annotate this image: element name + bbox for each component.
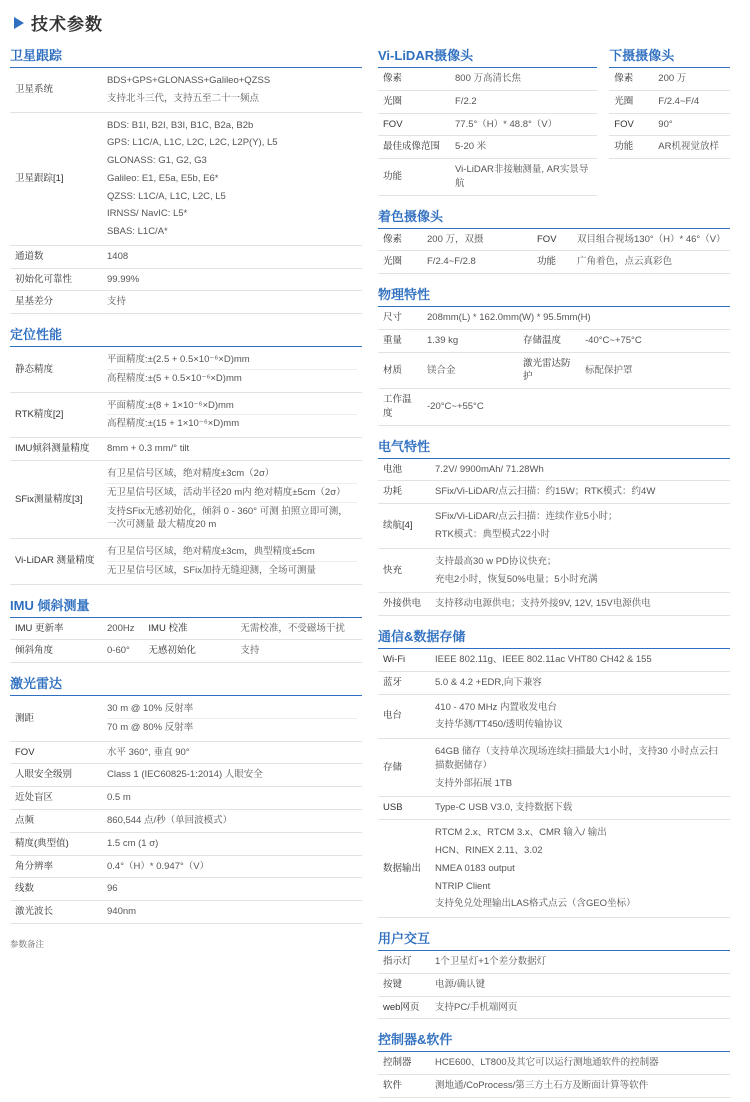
- table-row: [378, 504, 730, 549]
- section-heading-vilidar-camera: Vi-LiDAR摄像头: [378, 48, 474, 63]
- table-row: [378, 90, 597, 113]
- table-communication-storage: [378, 648, 730, 918]
- row-value: F/2.2: [450, 90, 597, 113]
- value-line: 410 - 470 MHz 内置收发电台: [435, 701, 557, 713]
- table-lidar: [10, 695, 362, 924]
- row-value: [102, 68, 362, 113]
- row-label: 存储: [378, 739, 430, 797]
- row-label: 重量: [378, 329, 422, 352]
- row-value: 1.5 cm (1 σ): [102, 832, 362, 855]
- value-line: SFix/Vi-LiDAR/点云扫描：连续作业5小时；: [435, 511, 618, 523]
- row-label: IMU 校准: [143, 617, 235, 640]
- table-row: [10, 901, 362, 924]
- section-heading-color-camera: 着色摄像头: [378, 208, 444, 224]
- value-line: 70 m @ 80% 反射率: [107, 718, 357, 737]
- table-controller-software: [378, 1051, 730, 1098]
- value-line: NTRIP Client: [435, 880, 491, 892]
- row-label: FOV: [378, 113, 450, 136]
- table-row: [378, 649, 730, 672]
- row-label: 像素: [609, 68, 653, 91]
- value-line: 有卫星信号区域，绝对精度±3cm（2σ）: [107, 468, 275, 480]
- value-line: 64GB 储存（支持单次现场连续扫描最大1小时，支持30 小时点云扫描数据储存）: [435, 746, 718, 771]
- value-line: 有卫星信号区域，绝对精度±3cm，典型精度±5cm: [107, 546, 315, 558]
- row-value: [102, 347, 362, 393]
- value-line: 支持华测/TT450/透明传输协议: [435, 719, 563, 731]
- table-row: [10, 832, 362, 855]
- left-column: [10, 45, 362, 953]
- row-label: 无感初始化: [143, 640, 235, 663]
- row-value: IEEE 802.11g、IEEE 802.11ac VHT80 CH42 & 155: [430, 649, 730, 672]
- page-title: [14, 10, 740, 35]
- row-label: 功耗: [378, 481, 430, 504]
- row-label: IMU 更新率: [10, 617, 102, 640]
- row-label: 像素: [378, 68, 450, 91]
- value-line: 无卫星信号区域，活动半径20 m内 绝对精度±5cm（2σ）: [107, 483, 357, 502]
- row-value: 208mm(L) * 162.0mm(W) * 95.5mm(H): [422, 307, 730, 330]
- row-value: 测地通/CoProcess/第三方土石方及断面计算等软件: [430, 1075, 730, 1098]
- row-label: FOV: [532, 228, 572, 251]
- row-label: 快充: [378, 548, 430, 593]
- value-line: 高程精度:±(15 + 1×10⁻⁶×D)mm: [107, 414, 357, 433]
- section-heading-satellite-tracking: 卫星跟踪: [10, 48, 63, 63]
- row-label: 光圈: [378, 90, 450, 113]
- table-row: [10, 347, 362, 393]
- row-label: 工作温度: [378, 389, 422, 426]
- row-value: [430, 739, 730, 797]
- row-label: 外接供电: [378, 593, 430, 616]
- section-heading-positioning-performance: 定位性能: [10, 327, 63, 343]
- row-label: 尺寸: [378, 307, 422, 330]
- row-value: -20°C~+55°C: [422, 389, 730, 426]
- row-label: 静态精度: [10, 347, 102, 393]
- table-row: [609, 90, 730, 113]
- value-line: 无卫星信号区域，SFix加持无缝迎测，全场可测量: [107, 561, 357, 580]
- table-row: [378, 996, 730, 1019]
- two-column-layout: [10, 45, 740, 1098]
- row-label: 点频: [10, 809, 102, 832]
- row-label: 功能: [378, 159, 450, 196]
- row-label: SFix测量精度[3]: [10, 461, 102, 539]
- row-value: [430, 504, 730, 549]
- table-row: [378, 458, 730, 481]
- row-value: Type-C USB V3.0, 支持数据下载: [430, 797, 730, 820]
- row-value: 7.2V/ 9900mAh/ 71.28Wh: [430, 458, 730, 481]
- row-value: 99.99%: [102, 268, 362, 291]
- section-heading-lidar: 激光雷达: [10, 676, 63, 692]
- table-row: [378, 1052, 730, 1075]
- section-heading-user-interaction: 用户交互: [378, 931, 431, 947]
- value-line: 支持最高30 w PD协议快充；: [435, 555, 557, 567]
- row-value: 0.4°（H）* 0.947°（V）: [102, 855, 362, 878]
- table-vilidar-camera: [378, 67, 597, 196]
- row-value: 水平 360°, 垂直 90°: [102, 741, 362, 764]
- table-row: [609, 136, 730, 159]
- table-row: [10, 855, 362, 878]
- table-row: [378, 307, 730, 330]
- row-value: [102, 539, 362, 585]
- row-value: [102, 696, 362, 742]
- row-value: 支持: [102, 291, 362, 314]
- row-label: 精度(典型值): [10, 832, 102, 855]
- row-value: 800 万高清长焦: [450, 68, 597, 91]
- row-label: 光圈: [609, 90, 653, 113]
- row-value: 5.0 & 4.2 +EDR,向下兼容: [430, 671, 730, 694]
- value-line: RTCM 2.x、RTCM 3.x、CMR 输入/ 输出: [435, 827, 607, 839]
- table-row: [10, 809, 362, 832]
- section-heading-electrical: 电气特性: [378, 438, 431, 454]
- table-row: [10, 696, 362, 742]
- row-value: -40°C~+75°C: [580, 329, 730, 352]
- row-label: RTK精度[2]: [10, 392, 102, 438]
- row-value: [430, 820, 730, 918]
- table-row: [10, 764, 362, 787]
- row-label: 近处盲区: [10, 787, 102, 810]
- table-row: [378, 113, 597, 136]
- value-line: 支持北斗三代，支持五至二十一频点: [107, 92, 260, 104]
- table-row: [378, 329, 730, 352]
- value-line: 支持SFix无感初始化，倾斜 0 - 360° 可测 拍照立即可测，一次可测量 最大精度20 m: [107, 502, 357, 535]
- row-label: 功能: [609, 136, 653, 159]
- row-value: [430, 548, 730, 593]
- table-satellite-tracking: [10, 67, 362, 314]
- table-user-interaction: [378, 950, 730, 1019]
- table-row: [378, 251, 730, 274]
- table-row: [10, 268, 362, 291]
- row-value: 1个卫星灯+1个差分数据灯: [430, 951, 730, 974]
- row-value: 77.5°（H）* 48.8°（V）: [450, 113, 597, 136]
- row-label: 电池: [378, 458, 430, 481]
- row-label: 线数: [10, 878, 102, 901]
- table-row: [10, 438, 362, 461]
- table-row: [609, 113, 730, 136]
- row-label: 功能: [532, 251, 572, 274]
- row-value: 0.5 m: [102, 787, 362, 810]
- row-value: HCE600、LT800及其它可以运行测地通软件的控制器: [430, 1052, 730, 1075]
- table-row: [378, 68, 597, 91]
- row-label: 软件: [378, 1075, 430, 1098]
- table-row: [378, 739, 730, 797]
- row-label: 最佳成像范围: [378, 136, 450, 159]
- value-line: NMEA 0183 output: [435, 862, 515, 874]
- value-line: GPS: L1C/A, L1C, L2C, L2C, L2P(Y), L5: [107, 137, 278, 149]
- row-label: 数据输出: [378, 820, 430, 918]
- value-line: 平面精度:±(8 + 1×10⁻⁶×D)mm: [107, 399, 234, 411]
- row-label: IMU倾斜测量精度: [10, 438, 102, 461]
- row-value: 200Hz: [102, 617, 143, 640]
- row-label: 初始化可靠性: [10, 268, 102, 291]
- table-row: [10, 291, 362, 314]
- table-row: [378, 136, 597, 159]
- table-row: [10, 878, 362, 901]
- row-label: 存储温度: [518, 329, 580, 352]
- row-value: 广角着色，点云真彩色: [572, 251, 730, 274]
- value-line: 高程精度:±(5 + 0.5×10⁻⁶×D)mm: [107, 369, 357, 388]
- row-label: Wi-Fi: [378, 649, 430, 672]
- table-row: [378, 593, 730, 616]
- value-line: QZSS: L1C/A, L1C, L2C, L5: [107, 190, 226, 202]
- row-label: 激光波长: [10, 901, 102, 924]
- row-value: [102, 112, 362, 245]
- table-row: [10, 68, 362, 113]
- row-value: Vi-LiDAR非接触测量, AR实景导航: [450, 159, 597, 196]
- row-label: 指示灯: [378, 951, 430, 974]
- table-row: [378, 1075, 730, 1098]
- table-row: [378, 548, 730, 593]
- row-value: 200 万: [653, 68, 730, 91]
- value-line: GLONASS: G1, G2, G3: [107, 155, 207, 167]
- table-row: [378, 159, 597, 196]
- row-value: 标配保护罩: [580, 352, 730, 389]
- row-label: 光圈: [378, 251, 422, 274]
- row-label: FOV: [10, 741, 102, 764]
- row-value: [102, 392, 362, 438]
- row-label: 控制器: [378, 1052, 430, 1075]
- table-row: [10, 245, 362, 268]
- row-label: 蓝牙: [378, 671, 430, 694]
- row-label: 人眼安全级别: [10, 764, 102, 787]
- triangle-bullet-icon: [14, 17, 24, 29]
- row-value: SFix/Vi-LiDAR/点云扫描：约15W；RTK模式：约4W: [430, 481, 730, 504]
- footnote-title: 参数备注: [10, 938, 45, 949]
- table-row: [378, 951, 730, 974]
- section-heading-physical: 物理特性: [378, 287, 431, 303]
- section-heading-controller-software: 控制器&软件: [378, 1032, 453, 1048]
- row-value: 支持PC/手机端网页: [430, 996, 730, 1019]
- value-line: IRNSS/ NavIC: L5*: [107, 208, 188, 220]
- footnote: [10, 938, 362, 952]
- table-row: [378, 352, 730, 389]
- row-label: web网页: [378, 996, 430, 1019]
- row-value: 镁合金: [422, 352, 518, 389]
- row-value: Class 1 (IEC60825-1:2014) 人眼安全: [102, 764, 362, 787]
- table-color-camera: [378, 228, 730, 275]
- table-row: [378, 389, 730, 426]
- row-value: 90°: [653, 113, 730, 136]
- row-label: 星基差分: [10, 291, 102, 314]
- row-label: 角分辨率: [10, 855, 102, 878]
- table-row: [10, 539, 362, 585]
- table-row: [609, 68, 730, 91]
- row-label: FOV: [609, 113, 653, 136]
- row-value: 5-20 米: [450, 136, 597, 159]
- page-title-text: 技术参数: [31, 15, 103, 34]
- row-value: 860,544 点/秒（单回波模式）: [102, 809, 362, 832]
- row-label: 按键: [378, 973, 430, 996]
- row-value: [430, 694, 730, 739]
- row-value: 支持: [235, 640, 362, 663]
- table-row: [10, 741, 362, 764]
- row-value: [102, 461, 362, 539]
- table-row: [378, 228, 730, 251]
- row-label: 卫星跟踪[1]: [10, 112, 102, 245]
- row-label: USB: [378, 797, 430, 820]
- section-heading-imu-tilt: IMU 倾斜测量: [10, 597, 90, 613]
- value-line: 充电2小时，恢复50%电量；5小时充满: [435, 573, 598, 585]
- value-line: RTK模式：典型模式22小时: [435, 529, 550, 541]
- value-line: SBAS: L1C/A*: [107, 226, 168, 238]
- table-row: [10, 461, 362, 539]
- table-row: [10, 392, 362, 438]
- down-camera-block: [609, 45, 730, 196]
- row-label: 激光雷达防护: [518, 352, 580, 389]
- row-label: 像素: [378, 228, 422, 251]
- table-row: [378, 694, 730, 739]
- section-heading-down-camera: 下摄摄像头: [609, 48, 675, 63]
- value-line: 支持外部拓展 1TB: [435, 777, 513, 789]
- row-value: 96: [102, 878, 362, 901]
- table-positioning-performance: [10, 346, 362, 584]
- row-label: 通道数: [10, 245, 102, 268]
- value-line: Galileo: E1, E5a, E5b, E6*: [107, 172, 219, 184]
- row-label: 续航[4]: [378, 504, 430, 549]
- value-line: 支持免兑处理输出LAS格式点云（含GEO坐标）: [435, 898, 636, 910]
- table-row: [378, 820, 730, 918]
- vilidar-camera-block: [378, 45, 597, 196]
- right-column: [378, 45, 730, 1098]
- row-value: 支持移动电源供电；支持外接9V, 12V, 15V电源供电: [430, 593, 730, 616]
- row-value: F/2.4~F/2.8: [422, 251, 532, 274]
- table-row: [378, 797, 730, 820]
- value-line: BDS: B1I, B2I, B3I, B1C, B2a, B2b: [107, 119, 254, 131]
- table-row: [378, 481, 730, 504]
- value-line: BDS+GPS+GLONASS+Galileo+QZSS: [107, 75, 271, 86]
- row-value: 1408: [102, 245, 362, 268]
- row-label: 倾斜角度: [10, 640, 102, 663]
- row-value: 940nm: [102, 901, 362, 924]
- row-label: 电台: [378, 694, 430, 739]
- table-row: [10, 640, 362, 663]
- row-label: Vi-LiDAR 测量精度: [10, 539, 102, 585]
- camera-section-pair: [378, 45, 730, 196]
- table-physical: [378, 306, 730, 426]
- row-value: 1.39 kg: [422, 329, 518, 352]
- row-value: 无需校准，不受磁场干扰: [235, 617, 362, 640]
- row-value: 电源/确认键: [430, 973, 730, 996]
- row-value: F/2.4~F/4: [653, 90, 730, 113]
- value-line: HCN、RINEX 2.11、3.02: [435, 844, 543, 856]
- table-row: [378, 973, 730, 996]
- table-electrical: [378, 458, 730, 616]
- row-value: 0-60°: [102, 640, 143, 663]
- row-value: 8mm + 0.3 mm/° tilt: [102, 438, 362, 461]
- value-line: 30 m @ 10% 反射率: [107, 703, 194, 715]
- table-row: [378, 671, 730, 694]
- table-row: [10, 112, 362, 245]
- row-value: 双目组合视场130°（H）* 46°（V）: [572, 228, 730, 251]
- table-imu-tilt: [10, 617, 362, 664]
- row-value: 200 万，双摄: [422, 228, 532, 251]
- section-heading-communication-storage: 通信&数据存储: [378, 629, 466, 645]
- row-label: 材质: [378, 352, 422, 389]
- row-value: AR机视觉放样: [653, 136, 730, 159]
- row-label: 测距: [10, 696, 102, 742]
- table-row: [10, 787, 362, 810]
- value-line: 平面精度:±(2.5 + 0.5×10⁻⁶×D)mm: [107, 354, 250, 366]
- table-row: [10, 617, 362, 640]
- row-label: 卫星系统: [10, 68, 102, 113]
- table-down-camera: [609, 67, 730, 159]
